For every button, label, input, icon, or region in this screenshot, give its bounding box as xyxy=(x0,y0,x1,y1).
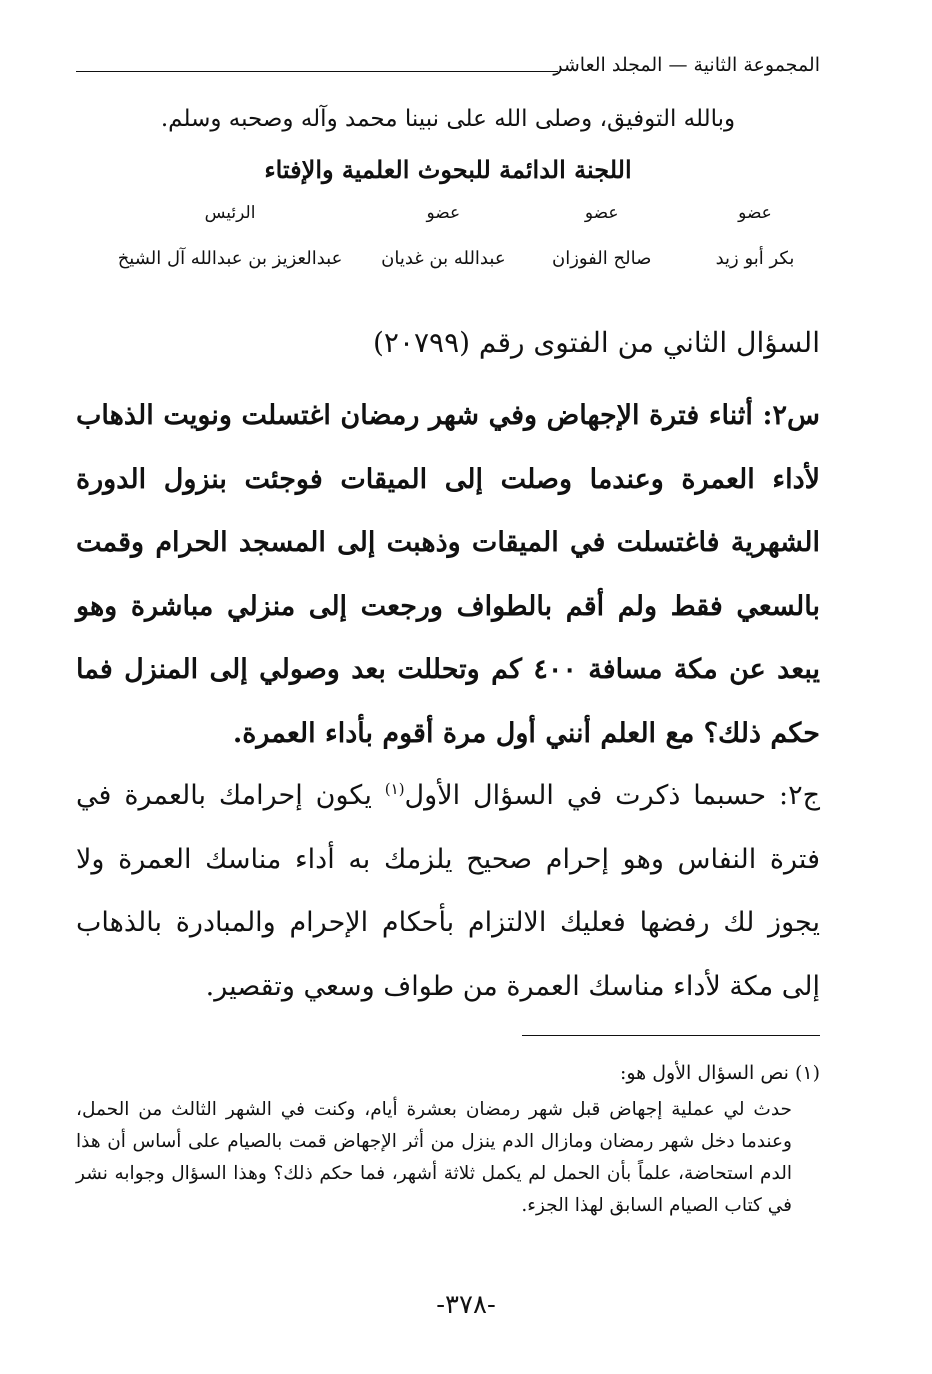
answer-body: يكون إحرامك بالعمرة في فترة النفاس وهو إحرام صحيح يلزمك به أداء مناسك العمرة ولا يجوز لك رفضها فعليك الالتزام بأحكام الإحرام والمبادرة بالذهاب إلى مكة لأداء مناسك العمرة من طواف وسعي وتقصير. xyxy=(76,780,820,1002)
page-number: -٣٧٨- xyxy=(436,1290,496,1320)
signatory-name: عبدالله بن غديان xyxy=(381,248,506,269)
signatory-role: الرئيس xyxy=(204,203,256,223)
signatory-role: عضو xyxy=(738,203,772,223)
fatwa-heading: السؤال الثاني من الفتوى رقم (٢٠٧٩٩) xyxy=(372,326,820,359)
footnote-rule xyxy=(522,1035,820,1036)
running-header: المجموعة الثانية — المجلد العاشر xyxy=(553,54,820,76)
signatory-name: صالح الفوزان xyxy=(551,248,652,269)
signatory-names xyxy=(100,248,820,269)
answer-text xyxy=(76,764,820,1018)
header-rule xyxy=(76,71,558,72)
answer-lead: ج٢: حسبما ذكرت في السؤال الأول xyxy=(404,780,821,811)
signatory-name: عبدالعزيز بن عبدالله آل الشيخ xyxy=(117,248,343,269)
signatory-name: بكر أبو زيد xyxy=(715,248,795,269)
closing-line: وبالله التوفيق، وصلى الله على نبينا محمد وآله وصحبه وسلم. xyxy=(160,106,736,132)
question-text: س٢: أثناء فترة الإجهاض وفي شهر رمضان اغتسلت ونويت الذهاب لأداء العمرة وعندما وصلت إلى الميقات فوجئت بنزول الدورة الشهرية فاغتسلت في الميقات وذهبت إلى المسجد الحرام وقمت بالسعي فقط ولم أقم بالطواف ورجعت إلى منزلي مباشرة وهو يبعد عن مكة مسافة ٤٠٠ كم وتحللت بعد وصولي إلى المنزل فما حكم ذلك؟ مع العلم أنني أول مرة أقوم بأداء العمرة. xyxy=(76,400,820,749)
committee-title: اللجنة الدائمة للبحوث العلمية والإفتاء xyxy=(264,155,632,184)
footnote-text: حدث لي عملية إجهاض قبل شهر رمضان بعشرة أيام، وكنت في الشهر الثالث من الحمل، وعندما دخل شهر رمضان ومازال الدم ينزل من أثر الإجهاض قمت بالصيام على أساس أن هذا الدم استحاضة، علماً بأن الحمل لم يكمل ثلاثة أشهر، فما حكم ذلك؟ وهذا السؤال وجوابه نشر في كتاب الصيام السابق لهذا الجزء. xyxy=(76,1099,792,1216)
signatory-role: عضو xyxy=(426,203,461,223)
footnote-title: (١) نص السؤال الأول هو: xyxy=(619,1062,820,1084)
signatory-role: عضو xyxy=(584,203,619,223)
signatory-roles xyxy=(100,203,820,223)
footnote-marker: (١) xyxy=(384,780,405,798)
